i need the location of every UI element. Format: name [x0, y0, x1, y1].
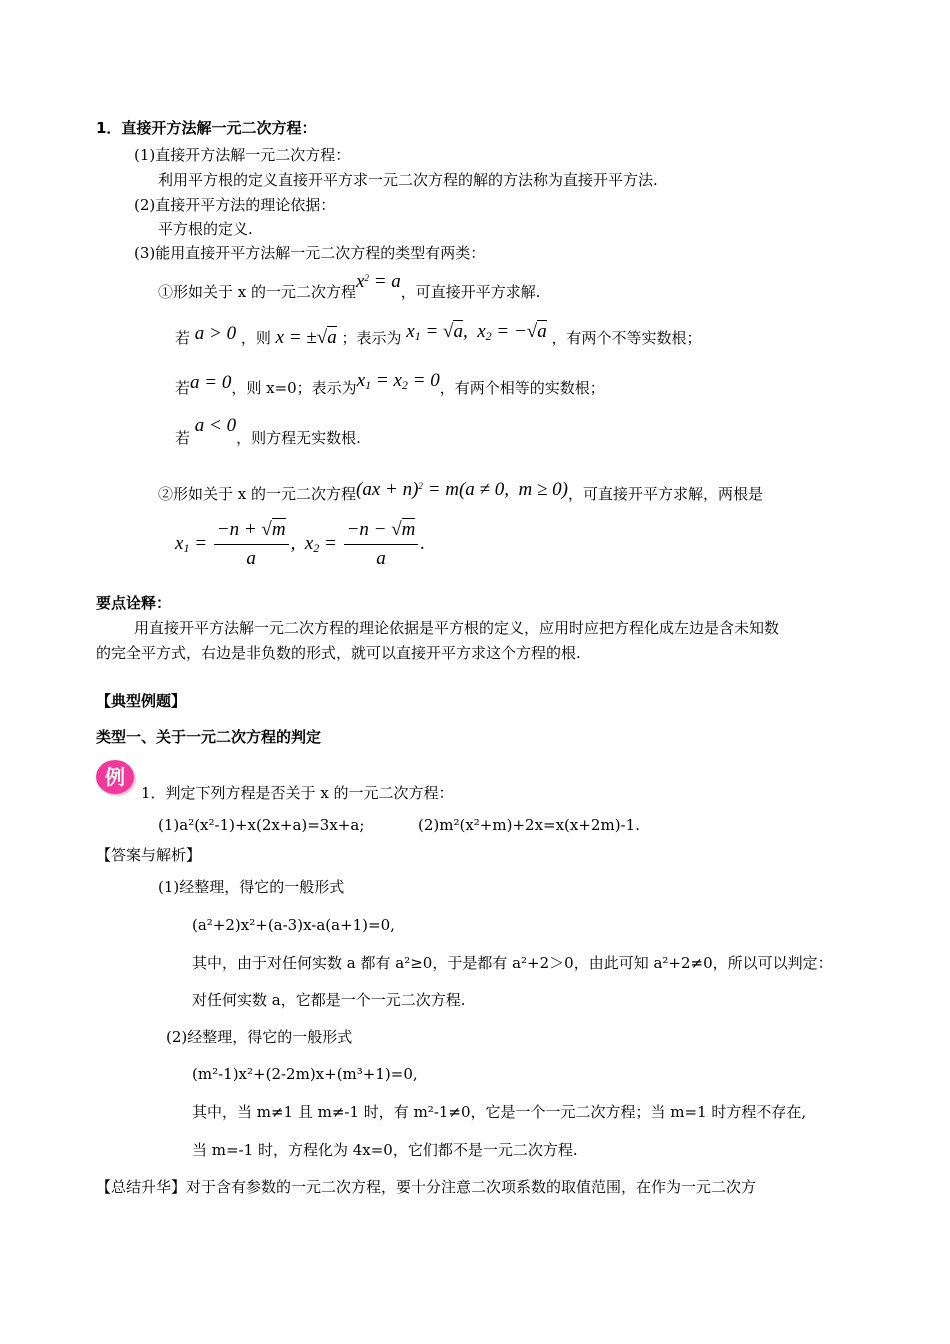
- question: 1．判定下列方程是否关于 x 的一元二次方程：: [141, 784, 454, 802]
- subsection-label: (1)直接开方法解一元二次方程：: [134, 146, 351, 164]
- formula-a-gt-0: a > 0: [190, 323, 241, 344]
- formula-type2: (ax + n)$^2$ = m(a ≠ 0, m ≥ 0): [356, 479, 568, 500]
- solution-text: 其中，当 m≠1 且 m≠-1 时，有 m²-1≠0，它是一个一元二次方程；当 m=1 时方程不存在,: [192, 1103, 807, 1121]
- formula-x1-eq-x2-eq-0: $x_1 = x_2 = 0$: [356, 370, 440, 392]
- answer-heading: 【答案与解析】: [96, 846, 202, 864]
- keypoints-heading: 要点诠释：: [96, 594, 172, 612]
- type2-line: ②形如关于 x 的一元二次方程(ax + n)$^2$ = m(a ≠ 0, m ≥ 0)，可直接开平方求解，两根是: [158, 479, 763, 503]
- paragraph: 利用平方根的定义直接开平方求一元二次方程的解的方法称为直接开平方法.: [158, 171, 658, 189]
- paragraph: 平方根的定义.: [158, 220, 253, 238]
- formula-a-eq-0: a = 0: [190, 372, 232, 393]
- example-badge-icon: 例: [96, 760, 134, 794]
- case-negative-line: 若 a < 0，则方程无实数根.: [175, 415, 361, 447]
- case-zero-line: 若a = 0，则 x=0；表示为$x_1 = x_2 = 0$，有两个相等的实数根；: [175, 370, 605, 397]
- equation-a: (1)a²(x²-1)+x(2x+a)=3x+a;: [158, 816, 365, 834]
- equation-b: (2)m²(x²+m)+2x=x(x+2m)-1.: [418, 816, 640, 834]
- paragraph: 的完全平方式，右边是非负数的形式，就可以直接开平方求这个方程的根.: [96, 644, 581, 662]
- formula-x-pm-root-a: x = ±√a: [270, 327, 337, 348]
- formula-type2-roots: $x_1$ = $\frac{-n + √m}{a}$ , $x_2$ = $\frac{-n - √m}{a}$ .: [175, 519, 426, 569]
- subsection-label: (2)直接开平方法的理论依据：: [134, 196, 336, 214]
- summary-line: 【总结升华】对于含有参数的一元二次方程，要十分注意二次项系数的取值范围，在作为一元二次方: [96, 1178, 757, 1196]
- solution-step: (1)经整理，得它的一般形式: [158, 878, 345, 896]
- solution-text: 其中，由于对任何实数 a 都有 a²≥0，于是都有 a²+2＞0，由此可知 a²+2≠0，所以可以判定：: [192, 954, 833, 972]
- solution-equation: (a²+2)x²+(a-3)x-a(a+1)=0,: [192, 916, 395, 934]
- case-positive-line: 若 a > 0 ，则 x = ±√a ；表示为 $x_1 = √a$, $x_2 = -√a$ ，有两个不等实数根；: [175, 321, 702, 348]
- paragraph: 用直接开平方法解一元二次方程的理论依据是平方根的定义，应用时应把方程化成左边是含未知数: [134, 619, 780, 637]
- section-heading: 1．直接开方法解一元二次方程：: [96, 119, 317, 137]
- solution-equation: (m²-1)x²+(2-2m)x+(m³+1)=0,: [192, 1065, 418, 1083]
- solution-text: 当 m=-1 时，方程化为 4x=0，它们都不是一元二次方程.: [192, 1141, 578, 1159]
- subsection-label: (3)能用直接开平方法解一元二次方程的类型有两类：: [134, 244, 486, 262]
- formula-roots-pos: $x_1 = √a$, $x_2 = -√a$: [401, 321, 547, 343]
- examples-heading: 【典型例题】: [96, 692, 187, 710]
- formula-x2-eq-a: $x^2 = a$: [356, 271, 401, 292]
- solution-text: 对任何实数 a，它都是一个一元二次方程.: [192, 991, 466, 1009]
- solution-step: (2)经整理，得它的一般形式: [166, 1028, 353, 1046]
- formula-a-lt-0: a < 0: [190, 415, 237, 436]
- type1-line: ①形如关于 x 的一元二次方程$x^2 = a$，可直接开平方求解.: [158, 271, 541, 301]
- type1-heading: 类型一、关于一元二次方程的判定: [96, 728, 322, 746]
